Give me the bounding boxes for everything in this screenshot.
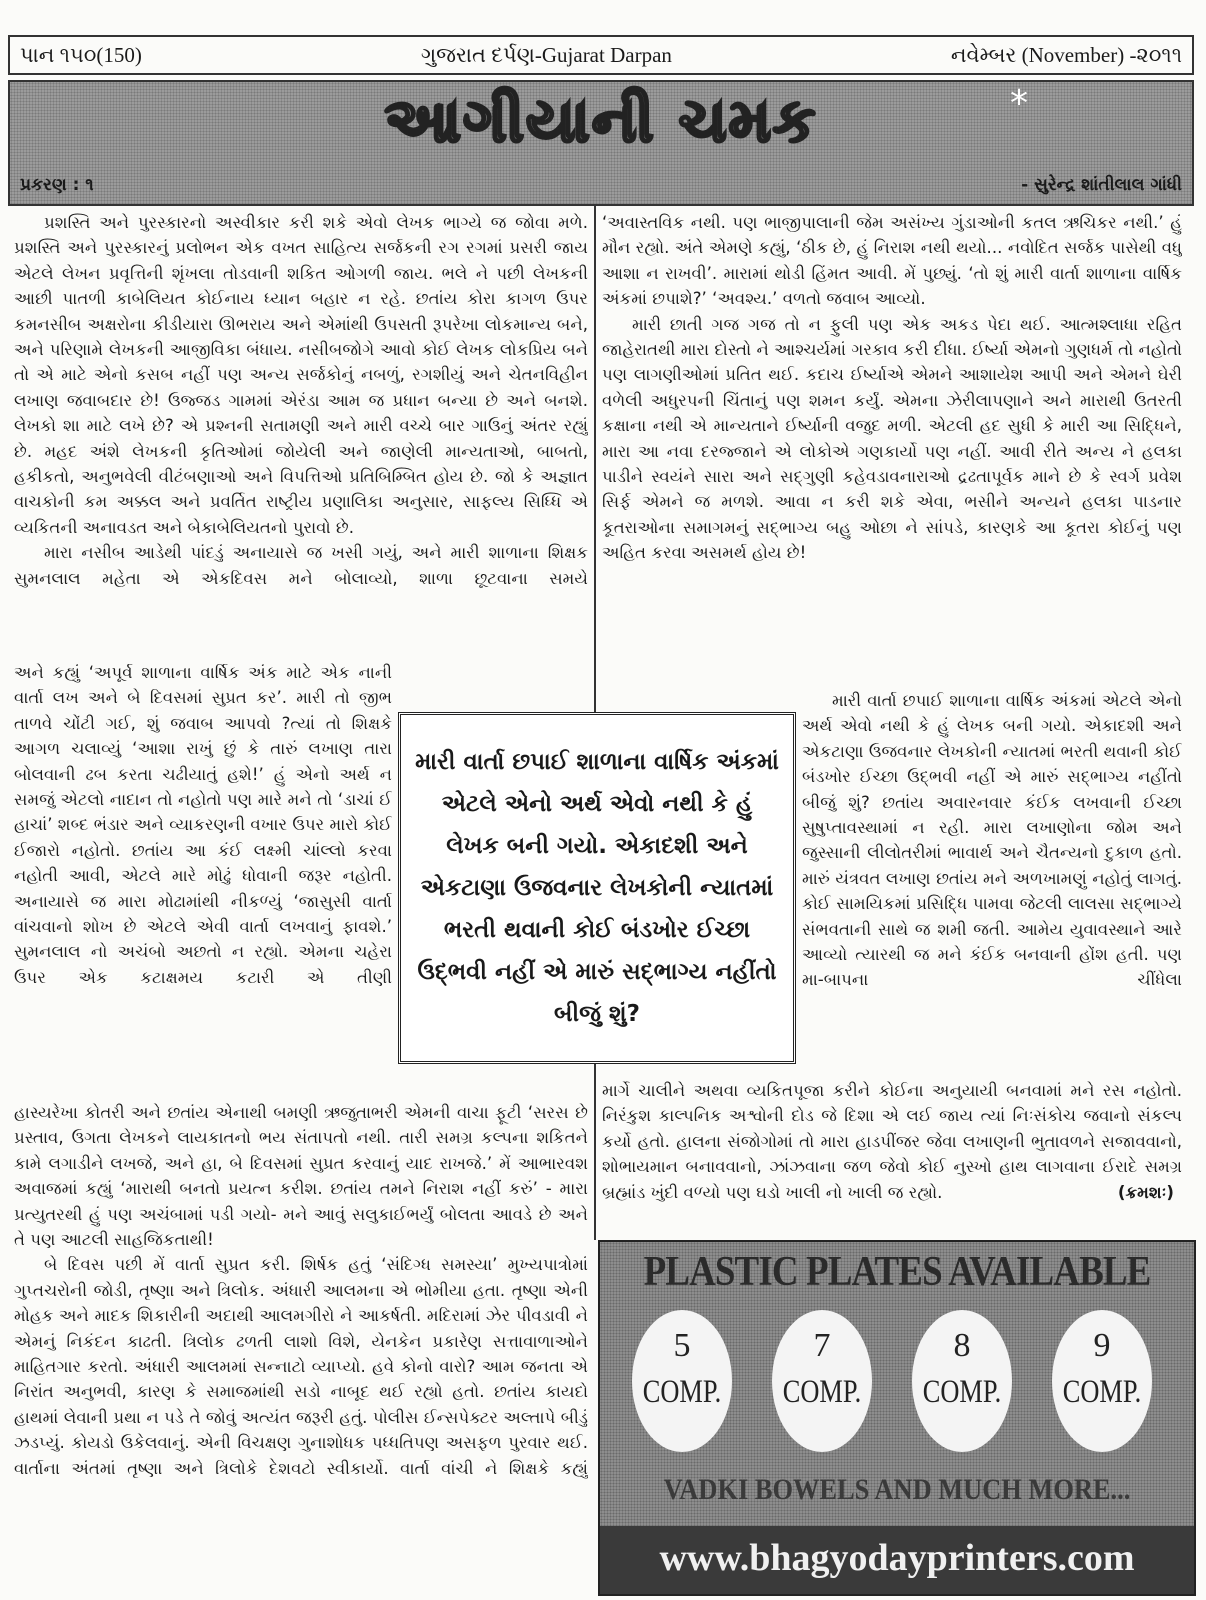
- paragraph: માર્ગે ચાલીને અથવા વ્યકિતપૂજા કરીને કોઈના અનુયાયી બનવામાં મને રસ નહોતો. નિરંકુશ કાલ્પનિક અશ્વોની દોડ જે દિશા એ લઈ જાય ત્યાં નિઃસંકોચ જવાનો સંકલ્પ કર્યો હતો. હાલના સંજોગોમાં તો મારા હાડપીંજર જેવા લખાણની ભુતાવળને સજાવવાનો, શોભાયમાન બનાવવાનો, ઝાંઝવાના જળ જેવો કોઈ નુસ્ખો હાથ લાગવાના ઈરાદે સમગ્ર બ્રહ્માંડ ખુંદી વળ્યો પણ ઘડો ખાલી નો ખાલી જ રહ્યો.: [602, 1081, 1182, 1202]
- plate-badge: [772, 1310, 872, 1452]
- issue-date: નવેમ્બર (November) -૨૦૧૧: [950, 42, 1182, 67]
- paragraph: ‘અવાસ્તવિક નથી. પણ ભાજીપાલાની જેમ અસંખ્ય ગુંડાઓની કતલ ઋચિકર નથી.’ હું મૌન રહ્યો. અંતે એમણે કહ્યું, ‘ઠીક છે, હું નિરાશ નથી થયો... નવોદિત સર્જક પાસેથી વધુ આશા ન રાખવી’. મારામાં થોડી હિંમત આવી. મેં પુછ્યું. ‘તો શું મારી વાર્તા શાળાના વાર્ષિક અંકમાં છપાશે?’ ‘અવશ્ય.’ વળતો જવાબ આવ્યો.: [602, 213, 1182, 309]
- advertisement: [598, 1240, 1196, 1596]
- plate-label: COMP.: [782, 1374, 862, 1410]
- left-column-bottom: [14, 1100, 588, 1600]
- plate-number: 7: [813, 1327, 831, 1364]
- plate-label: COMP.: [922, 1374, 1002, 1410]
- chapter-label: પ્રકરણ : ૧: [20, 175, 94, 195]
- plate-badge: [1052, 1310, 1152, 1452]
- paragraph: અને કહ્યું ‘અપૂર્વ શાળાના વાર્ષિક અંક માટે એક નાની વાર્તા લખ અને બે દિવસમાં સુપ્રત કર’. મારી તો જીભ તાળવે ચોંટી ગઈ, શું જવાબ આપવો ?ત્યાં તો શિક્ષકે આગળ ચલાવ્યું ‘આશા રાખું છું કે તારું લખાણ તારા બોલવાની ઢબ કરતા ચઢીયાતું હશે!’ હું એનો અર્થ ન સમજું એટલો નાદાન તો નહોતો પણ મારે મને તો ‘ડાચાં ઈ હાચાં’ શબ્દ ભંડાર અને વ્યાકરણની વખાર ઉપર મારો કોઈ ઈજારો નહોતો. છતાંય આ કંઈ લક્ષ્મી ચાંલ્લો કરવા નહોતી આવી, એટલે મારે મોઢું ધોવાની જરૂર નહોતી. અનાયાસે જ મારા મોઢામાંથી નીકળ્યું ‘જાસુસી વાર્તા વાંચવાનો શોખ છે એટલે એવી વાર્તા લખવાનું ફાવશે.’ સુમનલાલ નો અચંબો અછતો ન રહ્યો. એમના ચહેરા ઉપર એક કટાક્ષમય કટારી એ તીણી: [14, 663, 392, 987]
- ad-headline: PLASTIC PLATES AVAILABLE: [643, 1249, 1151, 1295]
- plate-label: COMP.: [642, 1374, 722, 1410]
- plate-label: COMP.: [1062, 1374, 1142, 1410]
- paragraph: પ્રશસ્તિ અને પુરસ્કારનો અસ્વીકાર કરી શકે એવો લેખક ભાગ્યે જ જોવા મળે. પ્રશસ્તિ અને પુરસ્કારનું પ્રલોભન એક વખત સાહિત્ય સર્જકની રગ રગમાં પ્રસરી જાય એટલે લેખન પ્રવૃત્તિની શૃંખલા તોડવાની શકિત ઓગળી જાય. ભલે ને પછી લેખકની આછી પાતળી કાબેલિયત કોઈનાય ધ્યાન બહાર ન રહે. છતાંય કોરા કાગળ ઉપર કમનસીબ અક્ષરોના કીડીયારા ઊભરાય અને એમાંથી ઉપસતી રૂપરેખા લોકમાન્ય બને, અને પરિણામે લેખકની આજીવિકા બંધાય. નસીબજોગે આવો કોઈ લેખક લોકપ્રિય બને તો એ માટે એનો કસબ નહીં પણ અન્ય સર્જકોનું નબળું, રગશીયું અને ચેતનવિહીન લખાણ જવાબદાર છે! ઉજ્જડ ગામમાં એરંડા આમ જ પ્રધાન બન્યા છે અને બનશે. લેખકો શા માટે લખે છે? એ પ્રશ્નની સતામણી અને મારી વચ્ચે બાર ગાઉનું અંતર રહ્યું છે. મહદ અંશે લેખકની કૃતિઓમાં જોયેલી અને જાણેલી માન્યતાઓ, બાબતો, હકીકતો, અનુભવેલી વીટંબણાઓ અને વિપત્તિઓ પ્રતિબિમ્બિત હોય છે. જો કે અજ્ઞાત વાચકોની કમ અક્કલ અને પ્રવર્તિત રાષ્ટ્રીય પ્રણાલિકા અનુસાર, સાફલ્ય સિધ્ધિ એ વ્યકિતની અનાવડત અને બેકાબેલિયતનો પુરાવો છે.: [14, 213, 588, 537]
- sparkle-icon: *: [1010, 83, 1028, 124]
- left-column-narrow: [14, 660, 392, 1100]
- pull-quote: [398, 712, 796, 1064]
- author-byline: - સુરેન્દ્ર શાંતીલાલ ગાંધી: [1021, 175, 1182, 195]
- paragraph: બે દિવસ પછી મેં વાર્તા સુપ્રત કરી. શિર્ષક હતું ‘સંદિગ્ધ સમસ્યા’ મુખ્યપાત્રોમાં ગુપ્તચરોની જોડી, તૃષ્ણા અને ત્રિલોક. અંધારી આલમના એ ભોમીયા હતા. તૃષ્ણા એની મોહક અને માદક શિકારીની અદાથી આલમગીરો ને આકર્ષતી. મદિરામાં ઝેર પીવડાવી ને એમનું નિકંદન કાઢતી. ત્રિલોક ઢળતી લાશો વિશે, યેનકેન પ્રકારેણ સત્તાવાળાઓને માહિતગાર કરતો. અંધારી આલમમાં સન્નાટો વ્યાપ્યો. હવે કોનો વારો? આમ જનતા એ નિરાંત અનુભવી, કારણ કે સમાજમાંથી સડો નાબૂદ થઈ રહ્યો હતો. છતાંય કાયદો હાથમાં લેવાની પ્રથા ન પડે તે જોવું અત્યંત જરૂરી હતું. પોલીસ ઈન્સપેક્ટર અલ્તાપે બીડું ઝડપ્યું. કોયડો ઉકેલવાનું. એની વિચક્ષણ ગુનાશોધક પધ્ધતિપણ અસફળ પુરવાર થઈ. વાર્તાના અંતમાં તૃષ્ણા અને ત્રિલોકે દેશવટો સ્વીકાર્યો. વાર્તા વાંચી ને શિક્ષકે કહ્યું: [14, 1255, 588, 1478]
- paragraph: મારી છાતી ગજ ગજ તો ન ફુલી પણ એક અકડ પેદા થઈ. આત્મશ્લાધા રહિત જાહેરાતથી મારા દોસ્તો ને આશ્ચર્યમાં ગરકાવ કરી દીધા. ઈર્ષ્યા એમનો ગુણધર્મ તો નહોતો પણ લાગણીઓમાં પ્રતિત થઈ. કદાચ ઈર્ષ્યાએ એમને આશાયેશ આપી અને એમને ઘેરી વળેલી અધુરપની ચિંતાનું પણ શમન કર્યું. એમના ઝેરીલાપણાને અને મારાથી ઉતરતી કક્ષાના નથી એ માન્યતાને ઈર્ષ્યાની વજુદ મળી. એટલી હદ સુધી કે મારી આ સિદ્ધિને, મારા આ નવા દરજ્જાને એ લોકોએ ગણકાર્યો પણ નહીં. આવી રીતે અન્ય ને હલકા પાડીને સ્વયંને સારા અને સદ્‌ગુણી કહેવડાવનારાઓ દ્રઢતાપૂર્વક માને છે કે સ્વર્ગ પ્રવેશ સિર્ફ એમને જ મળશે. આવા ન કરી શકે એવા, ભસીને અન્યને હલકા પાડનાર કૂતરાઓના સમાગમનું સદ્‌ભાગ્ય બહુ ઓછા ને સાંપડે, કારણકે આ કૂતરા કોઈનું પણ અહિત કરવા અસમર્થ હોય છે!: [602, 314, 1182, 563]
- article-title: આગીયાની ચમક: [384, 86, 818, 156]
- page-number: પાન ૧૫૦(150): [20, 42, 142, 67]
- paragraph: હાસ્યરેખા કોતરી અને છતાંય એનાથી બમણી ઋજુતાભરી એમની વાચા ફૂટી ‘સરસ છે પ્રસ્તાવ, ઉગતા લેખકને લાયકાતનો ભય સંતાપતો નથી. તારી સમગ્ર કલ્પના શકિતને કામે લગાડીને લખજે, અને હા, બે દિવસમાં સુપ્રત કરવાનું યાદ રાખજે.’ મેં આભારવશ અવાજમાં કહ્યું ‘મારાથી બનતો પ્રયત્ન કરીશ. છતાંય તમને નિરાશ નહીં કરું’ - મારા પ્રત્યુતરથી હું પણ અચંબામાં પડી ગયો- મને આવું સલુકાઈભર્યું બોલતા આવડે છે અને તે પણ આટલી સાહજિકતાથી!: [14, 1103, 588, 1250]
- page-header: [8, 35, 1194, 75]
- publication-name: ગુજરાત દર્પણ-Gujarat Darpan: [420, 42, 672, 67]
- right-column-bottom: [602, 1078, 1182, 1238]
- ad-website: www.bhagyodayprinters.com: [600, 1526, 1194, 1594]
- left-column-top: [14, 210, 588, 660]
- title-banner: [8, 80, 1194, 206]
- plate-badge: [912, 1310, 1012, 1452]
- paragraph: મારી વાર્તા છપાઈ શાળાના વાર્ષિક અંકમાં એટલે એનો અર્થ એવો નથી કે હું લેખક બની ગયો. એકાદશી અને એકટાણા ઉજવનાર લેખકોની ન્યાતમાં ભરતી થવાની કોઈ બંડખોર ઈચ્છા ઉદ્‌ભવી નહીં એ મારું સદ્‌ભાગ્ય નહીંતો બીજું શું? છતાંય અવારનવાર કંઈક લખવાની ઈચ્છા સુષુપ્તાવસ્થામાં ન રહી. મારા લખાણોના જોમ અને જુસ્સાની લીલોતરીમાં ભાવાર્થ અને ચૈતન્યનો દુકાળ હતો. મારું યંત્રવત લખાણ છતાંય મને અળખામણું નહોતું લાગતું. કોઈ સામયિકમાં પ્રસિદ્ધિ પામવા જેટલી લાલસા સદ્‌ભાગ્યે સંભવતાની સાથે જ શમી જતી. આમેય યુવાવસ્થાને આરે આવ્યો ત્યારથી જ મને કંઈક બનવાની હોંશ હતી. પણ મા-બાપના ચીંધેલા: [802, 691, 1182, 990]
- plate-number: 5: [673, 1327, 691, 1364]
- pull-quote-text: મારી વાર્તા છપાઈ શાળાના વાર્ષિક અંકમાં એટલે એનો અર્થ એવો નથી કે હું લેખક બની ગયો. એકાદશી અને એકટાણા ઉજવનાર લેખકોની ન્યાતમાં ભરતી થવાની કોઈ બંડખોર ઈચ્છા ઉદ્‌ભવી નહીં એ મારું સદ્‌ભાગ્ય નહીંતો બીજું શું?: [415, 749, 779, 1027]
- paragraph-container: [602, 1078, 1182, 1205]
- right-column-narrow: [802, 688, 1182, 1078]
- paragraph: મારા નસીબ આડેથી પાંદડું અનાયાસે જ ખસી ગયું, અને મારી શાળાના શિક્ષક સુમનલાલ મહેતા એ એકદિવસ મને બોલાવ્યો, શાળા છૂટવાના સમયે: [14, 543, 588, 588]
- plate-number: 9: [1093, 1327, 1111, 1364]
- to-be-continued: (ક્રમશઃ): [1117, 1182, 1174, 1202]
- right-column-top: [602, 210, 1182, 690]
- ad-subline: VADKI BOWELS AND MUCH MORE...: [663, 1473, 1131, 1506]
- plate-number: 8: [953, 1327, 971, 1364]
- plate-badge: [632, 1310, 732, 1452]
